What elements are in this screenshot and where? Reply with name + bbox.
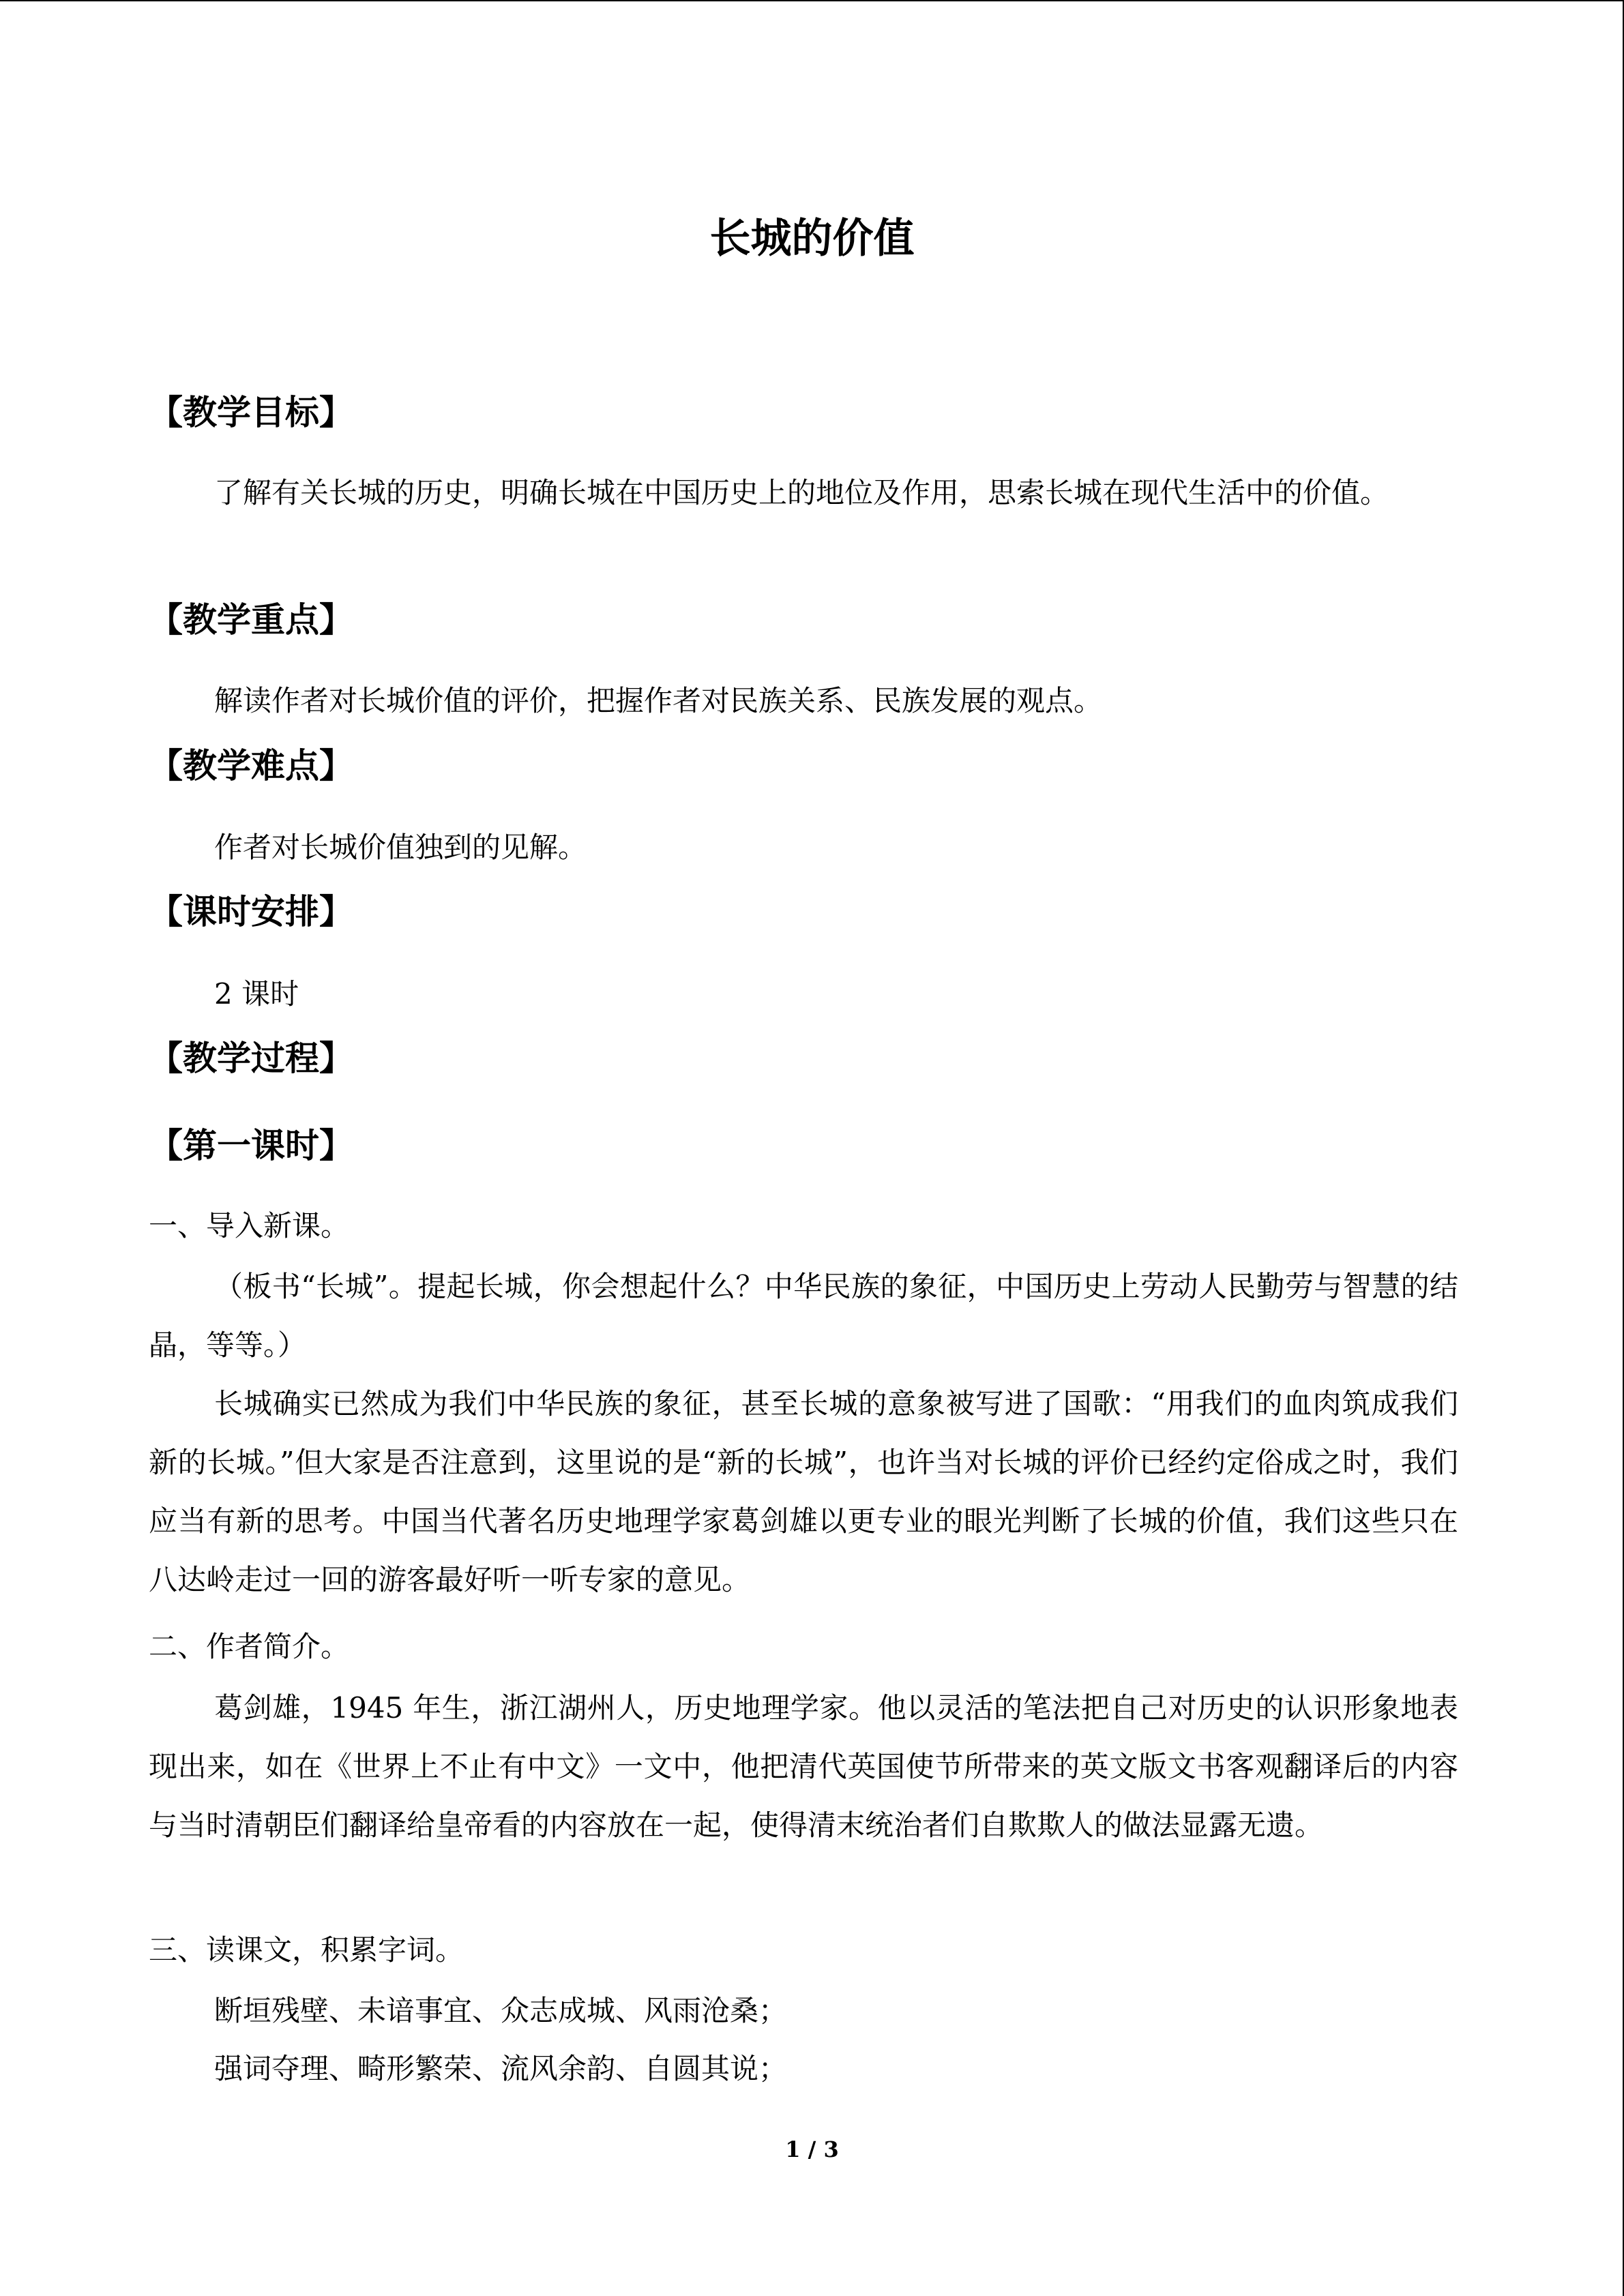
step2-text: 葛剑雄，1945 年生，浙江湖州人，历史地理学家。他以灵活的笔法把自己对历史的认识形象地表现出来，如在《世界上不止有中文》一文中，他把清代英国使节所带来的英文版文书客观翻译后的内容与当时清朝臣们翻译给皇帝看的内容放在一起，使得清末统治者们自欺欺人的做法显露无遗。 [149,1691,1458,1842]
schedule-text: 2 课时 [214,977,299,1011]
document-title: 长城的价值 [709,215,915,263]
step2-title: 二、作者简介。 [149,1630,350,1663]
heading-difficulties: 【教学难点】 [149,746,353,786]
page-number: 1 / 3 [785,2136,839,2162]
heading-first-lesson: 【第一课时】 [149,1126,353,1165]
step1-note: （板书“长城”。提起长城，你会想起什么？中华民族的象征，中国历史上劳动人民勤劳与智慧的结晶，等等。） [149,1270,1458,1362]
step1-text: 长城确实已然成为我们中华民族的象征，甚至长城的意象被写进了国歌：“用我们的血肉筑成我们新的长城。”但大家是否注意到，这里说的是“新的长城”，也许当对长城的评价已经约定俗成之时，我们应当有新的思考。中国当代著名历史地理学家葛剑雄以更专业的眼光判断了长城的价值，我们这些只在八达岭走过一回的游客最好听一听专家的意见。 [149,1387,1458,1596]
step3-title: 三、读课文，积累字词。 [149,1933,464,1967]
heading-process: 【教学过程】 [149,1039,353,1078]
vocab-line-1: 断垣残壁、未谙事宜、众志成城、风雨沧桑； [214,1994,788,2027]
heading-schedule: 【课时安排】 [149,892,353,931]
key-points-text: 解读作者对长城价值的评价，把握作者对民族关系、民族发展的观点。 [214,684,1103,717]
heading-objectives: 【教学目标】 [149,393,353,432]
vocab-line-2: 强词夺理、畸形繁荣、流风余韵、自圆其说； [214,2052,788,2085]
difficulties-text: 作者对长城价值独到的见解。 [214,831,587,864]
step1-title: 一、导入新课。 [149,1209,350,1242]
heading-key-points: 【教学重点】 [149,600,353,640]
objectives-text: 了解有关长城的历史，明确长城在中国历史上的地位及作用，思索长城在现代生活中的价值。 [214,476,1389,509]
